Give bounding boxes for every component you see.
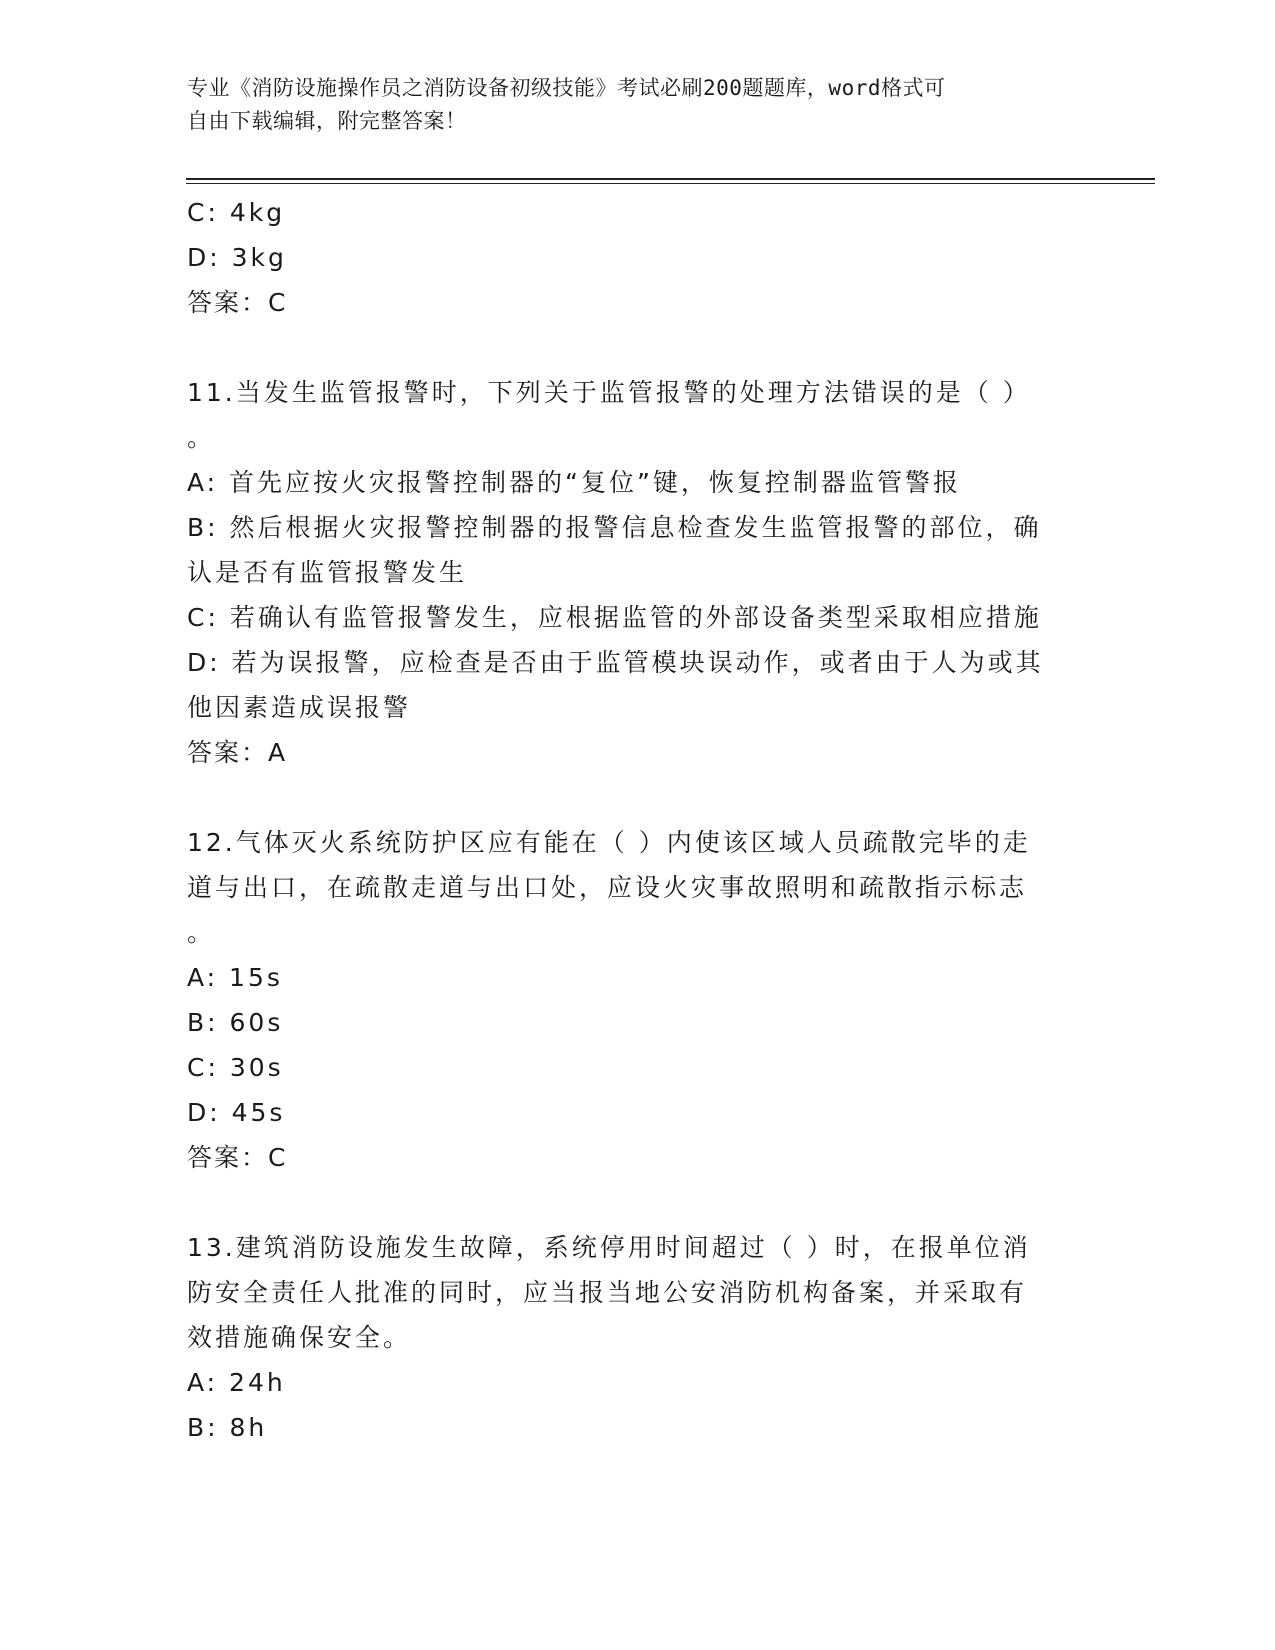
- option-c: C: 若确认有监管报警发生，应根据监管的外部设备类型采取相应措施: [187, 603, 1042, 632]
- header-divider-thick: [186, 178, 1155, 180]
- option-d: D: 45s: [187, 1098, 286, 1127]
- question-13: [187, 1225, 1087, 1450]
- option-d: D: 若为误报警，应检查是否由于监管模块误动作，或者由于人为或其: [187, 648, 1044, 677]
- answer-label: 答案：C: [187, 1143, 288, 1172]
- option-b: B: 60s: [187, 1008, 284, 1037]
- question-stem-cont: 防安全责任人批准的同时，应当报当地公安消防机构备案，并采取有: [187, 1278, 1028, 1307]
- option-b-cont: 认是否有监管报警发生: [187, 558, 468, 587]
- spacer: [187, 775, 1087, 820]
- question-stem: 13.建筑消防设施发生故障，系统停用时间超过（ ）时，在报单位消: [187, 1233, 1031, 1262]
- question-11: [187, 370, 1087, 775]
- option-c: C: 30s: [187, 1053, 284, 1082]
- option-c: C: 4kg: [187, 198, 286, 227]
- question-stem-cont: 道与出口，在疏散走道与出口处，应设火灾事故照明和疏散指示标志: [187, 873, 1028, 902]
- header-line-1: 专业《消防设施操作员之消防设备初级技能》考试必刷200题题库，word格式可: [187, 76, 946, 100]
- question-stem-cont: 。: [187, 423, 216, 452]
- question-content: [187, 190, 1087, 1450]
- question-stem: 11.当发生监管报警时，下列关于监管报警的处理方法错误的是（ ）: [187, 378, 1031, 407]
- answer-label: 答案：A: [187, 738, 288, 767]
- option-a: A: 24h: [187, 1368, 286, 1397]
- option-d: D: 3kg: [187, 243, 287, 272]
- spacer: [187, 325, 1087, 370]
- question-stem-end: 。: [187, 918, 216, 947]
- question-stem: 12.气体灭火系统防护区应有能在（ ）内使该区域人员疏散完毕的走: [187, 828, 1031, 857]
- option-a: A: 15s: [187, 963, 283, 992]
- option-b: B: 然后根据火灾报警控制器的报警信息检查发生监管报警的部位，确: [187, 513, 1042, 542]
- question-stem-end: 效措施确保安全。: [187, 1323, 412, 1352]
- option-d-cont: 他因素造成误报警: [187, 693, 412, 722]
- answer-label: 答案：C: [187, 288, 288, 317]
- spacer: [187, 1180, 1087, 1225]
- option-a: A: 首先应按火灾报警控制器的“复位”键，恢复控制器监管警报: [187, 468, 961, 497]
- question-12: [187, 820, 1087, 1180]
- header-divider-thin: [186, 183, 1155, 184]
- question-10-tail: [187, 190, 1087, 325]
- header-line-2: 自由下载编辑，附完整答案！: [187, 109, 467, 133]
- option-b: B: 8h: [187, 1413, 268, 1442]
- document-header: [187, 72, 1067, 138]
